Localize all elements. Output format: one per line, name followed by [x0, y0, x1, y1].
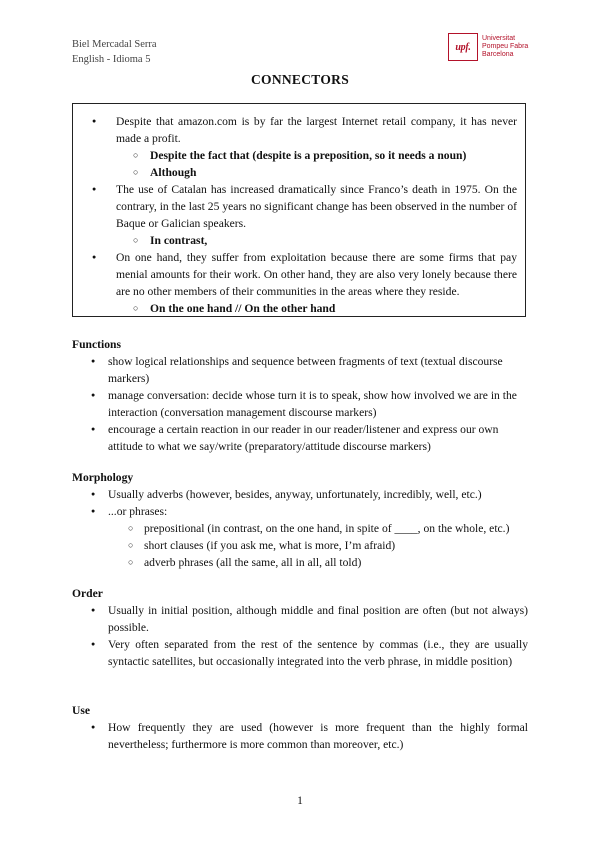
list-item: ● ...or phrases:: [72, 503, 528, 520]
page-number: 1: [297, 795, 303, 807]
upf-logo: [448, 33, 528, 61]
list-item: ● show logical relationships and sequence between fragments of text (textual discourse markers): [72, 353, 528, 387]
list-item: ● How frequently they are used (however is more frequent than the highly formal nevertheless; furthermore is more common than moreover, etc.): [72, 719, 528, 753]
sub-list-item: ○ prepositional (in contrast, on the one hand, in spite of ____, on the whole, etc.): [72, 520, 528, 537]
upf-logo-mark: upf.: [448, 33, 478, 61]
example-item: ● Despite that amazon.com is by far the largest Internet retail company, it has never made a profit.: [73, 113, 525, 147]
page-title: CONNECTORS: [250, 72, 350, 87]
list-item: ● manage conversation: decide whose turn it is to speak, show how involved we are in the interaction (conversation management discourse markers): [72, 387, 528, 421]
use-list: [72, 719, 528, 753]
order-list: [72, 602, 528, 670]
example-alternative: ○ In contrast,: [73, 232, 525, 249]
list-item: ● Usually adverbs (however, besides, anyway, unfortunately, incredibly, well, etc.): [72, 486, 528, 503]
example-alternative: ○ Despite the fact that (despite is a preposition, so it needs a noun): [73, 147, 525, 164]
examples-list: [73, 113, 525, 317]
order-heading: Order: [72, 587, 103, 600]
example-item: ● On one hand, they suffer from exploitation because there are some firms that pay menial amounts for their work. On other hand, they are also very lonely because there are no other members of their communities in the areas where they reside.: [73, 249, 525, 300]
morphology-section: [72, 469, 528, 571]
example-item: ● The use of Catalan has increased dramatically since Franco’s death in 1975. On the contrary, in the last 25 years no significant change has been observed in the number of Baque or Galician speakers.: [73, 181, 525, 232]
logo-line: Universitat: [482, 35, 516, 42]
list-item: ● encourage a certain reaction in our reader in our reader/listener and express our own attitude to what we say/write (preparatory/attitude discourse markers): [72, 421, 528, 455]
list-item: ● Very often separated from the rest of the sentence by commas (i.e., they are usually syntactic satellites, but occasionally integrated into the verb phrase, in middle position): [72, 636, 528, 670]
example-alternative: ○ On the one hand // On the other hand: [73, 300, 525, 317]
list-item: ● Usually in initial position, although middle and final position are often (but not always) possible.: [72, 602, 528, 636]
page-header: [72, 37, 157, 67]
example-alternative: ○ Although: [73, 164, 525, 181]
order-section: [72, 585, 528, 670]
functions-list: [72, 353, 528, 455]
logo-line: Pompeu Fabra: [482, 43, 529, 50]
author-name: Biel Mercadal Serra: [72, 39, 157, 50]
upf-logo-text: [482, 35, 528, 59]
sub-list-item: ○ short clauses (if you ask me, what is more, I’m afraid): [72, 537, 528, 554]
use-section: [72, 702, 528, 753]
functions-section: [72, 336, 528, 455]
logo-line: Barcelona: [482, 51, 514, 58]
morphology-list: [72, 486, 528, 571]
examples-box: [72, 103, 526, 317]
use-heading: Use: [72, 704, 91, 717]
morphology-heading: Morphology: [72, 471, 134, 484]
functions-heading: Functions: [72, 338, 121, 351]
sub-list-item: ○ adverb phrases (all the same, all in all, all told): [72, 554, 528, 571]
course-name: English - Idioma 5: [72, 54, 151, 65]
